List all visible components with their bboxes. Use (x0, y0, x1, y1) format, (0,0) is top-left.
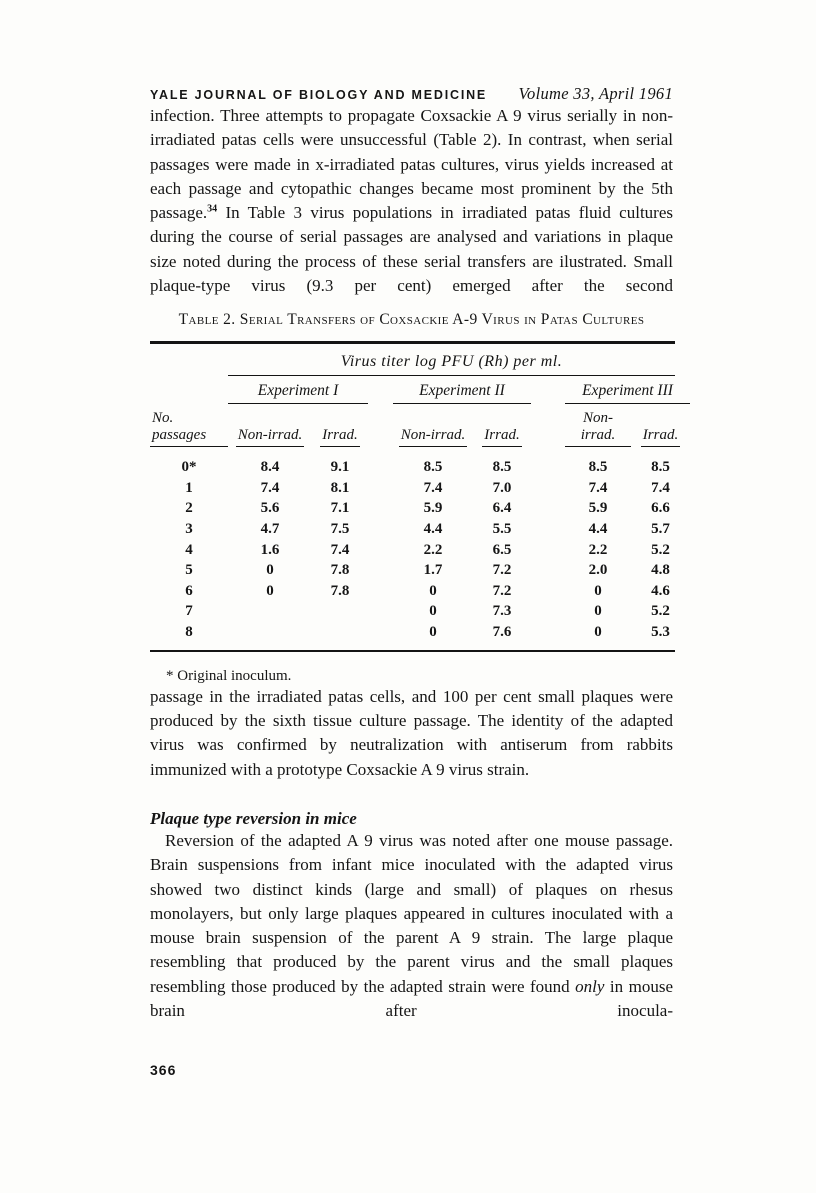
table-cell: 0 (594, 603, 602, 620)
paragraph-1-continued: In Table 3 virus populations in irradiated patas fluid cultures during the course of serial passages are analysed and variations in plaque size noted during the process of these serial transfers are ilustrated. Small plaque-type virus (9.3 per cent) emerged after the second (150, 203, 673, 296)
group-header-experiment-1: Experiment I (228, 382, 368, 404)
table-cell: 6.6 (651, 500, 670, 517)
table-cell: 7.3 (492, 603, 512, 620)
table-cell: 2.2 (588, 541, 608, 558)
table-cell: 1.7 (423, 562, 443, 579)
table-spanner-header: Virus titer log PFU (Rh) per ml. (228, 353, 675, 376)
group-header-experiment-3: Experiment III (565, 382, 690, 404)
column-header-row (150, 410, 690, 447)
column-header-nonirrad-1: Non-irrad. (228, 427, 312, 447)
group-header-experiment-2: Experiment II (393, 382, 531, 404)
table-row (150, 581, 690, 602)
table-row (150, 457, 690, 478)
column-header-nonirrad-3: Non-irrad. (565, 410, 631, 447)
table-cell: 5.6 (260, 500, 280, 517)
table-row (150, 478, 690, 499)
table-cell: 0 (429, 623, 437, 640)
table-cell: 5.5 (492, 520, 512, 537)
column-header-irrad-1: Irrad. (312, 427, 368, 447)
table-cell: 2.2 (423, 541, 443, 558)
experiment-group-header-row (150, 382, 690, 404)
table-cell: 7.4 (588, 479, 608, 496)
table-cell: 7.1 (330, 500, 350, 517)
table-cell: 4.4 (588, 520, 608, 537)
table-cell: 0 (594, 582, 602, 599)
table-cell: 8.5 (588, 459, 608, 476)
table-cell: 5.2 (651, 603, 670, 620)
table-title: Table 2. Serial Transfers of Coxsackie A-9 Virus in Patas Cultures (178, 311, 645, 329)
passage-label: 0* (181, 459, 197, 476)
table-cell: 0 (429, 582, 437, 599)
text-column (150, 0, 679, 1023)
passage-label: 3 (185, 520, 193, 537)
table-cell: 0 (266, 582, 274, 599)
passage-label: 5 (185, 562, 193, 579)
table-cell: 7.8 (330, 582, 350, 599)
table-cell: 2.0 (588, 562, 608, 579)
table-cell: 7.4 (651, 479, 670, 496)
table-cell: 0 (594, 623, 602, 640)
table-cell: 7.6 (492, 623, 512, 640)
table-cell: 9.1 (330, 459, 350, 476)
paragraph-3-continued: in mouse brain after inocula- (150, 976, 674, 1020)
table-cell: 5.3 (651, 623, 670, 640)
table-row (150, 560, 690, 581)
table-2 (150, 311, 690, 684)
table-cell: 0 (429, 603, 437, 620)
table-cell: 4.6 (651, 582, 670, 599)
table-cell: 7.5 (330, 520, 350, 537)
table-cell: 8.1 (330, 479, 350, 496)
table-row (150, 622, 690, 643)
column-header-nonirrad-2: Non-irrad. (393, 427, 473, 447)
section-heading: Plaque type reversion in mice (150, 808, 357, 828)
passage-label: 4 (185, 541, 193, 558)
passage-label: 2 (185, 500, 193, 517)
table-cell: 7.4 (260, 479, 280, 496)
emphasized-word: only (575, 976, 605, 996)
table-cell: 4.4 (423, 520, 443, 537)
table-cell: 5.2 (651, 541, 670, 558)
table-cell: 5.9 (588, 500, 608, 517)
table-cell: 8.5 (492, 459, 512, 476)
table-bottom-rule (150, 650, 675, 652)
table-row (150, 519, 690, 540)
table-cell: 7.8 (330, 562, 350, 579)
table-row (150, 540, 690, 561)
journal-title: YALE JOURNAL OF BIOLOGY AND MEDICINE (150, 88, 488, 102)
paragraph-2: passage in the irradiated patas cells, and 100 per cent small plaques were produced by the sixth tissue culture passage. The identity of the adapted virus was confirmed by neutralization with antiserum from rabbits immunized with a prototype Coxsackie A 9 virus strain. (150, 686, 673, 779)
paragraph-3-text: Reversion of the adapted A 9 virus was noted after one mouse passage. Brain suspensions from infant mice inoculated with the adapted virus showed two distinct kinds (large and small) of plaques on rhesus monolayers, but only large plaques appeared in cultures inoculated with a mouse brain suspension of the parent A 9 strain. The large plaque resembling that produced by the parent virus and the small plaques resembling those produced by the adapted strain were found (150, 830, 673, 996)
table-cell: 7.2 (492, 562, 512, 579)
table-cell: 6.5 (492, 541, 512, 558)
paragraph-3 (150, 829, 673, 1023)
table-cell: 7.4 (330, 541, 350, 558)
paragraph-1 (150, 104, 673, 298)
passage-label: 1 (185, 479, 193, 496)
table-cell: 5.7 (651, 520, 670, 537)
table-row (150, 499, 690, 520)
table-cell: 8.4 (260, 459, 280, 476)
table-cell: 7.4 (423, 479, 443, 496)
table-cell: 4.7 (260, 520, 280, 537)
table-cell: 8.5 (423, 459, 443, 476)
table-cell: 0 (266, 562, 274, 579)
volume-issue: Volume 33, April 1961 (518, 84, 673, 103)
table-cell: 7.0 (492, 479, 512, 496)
passage-label: 6 (185, 582, 193, 599)
column-header-passages: No. passages (150, 410, 228, 447)
table-cell: 5.9 (423, 500, 443, 517)
running-head (150, 84, 673, 104)
table-footnote: * Original inoculum. (166, 667, 292, 684)
passage-label: 8 (185, 623, 193, 640)
passage-label: 7 (185, 603, 193, 620)
table-top-rule (150, 341, 675, 344)
paragraph-1-text: infection. Three attempts to propagate Coxsackie A 9 virus serially in non-irradiated patas cells were unsuccessful (Table 2). In contrast, when serial passages were made in x-irradiated patas cultures, virus yields increased at each passage and cytopathic changes became most prominent by the 5th passage. (150, 106, 673, 223)
table-row (150, 602, 690, 623)
column-header-irrad-3: Irrad. (631, 427, 690, 447)
table-cell: 8.5 (651, 459, 670, 476)
table-cell: 4.8 (651, 562, 670, 579)
table-cell: 6.4 (492, 500, 512, 517)
table-cell: 7.2 (492, 582, 512, 599)
page-number: 366 (150, 1062, 177, 1078)
column-header-irrad-2: Irrad. (473, 427, 531, 447)
table-cell: 1.6 (260, 541, 280, 558)
citation-superscript: 34 (207, 203, 218, 215)
